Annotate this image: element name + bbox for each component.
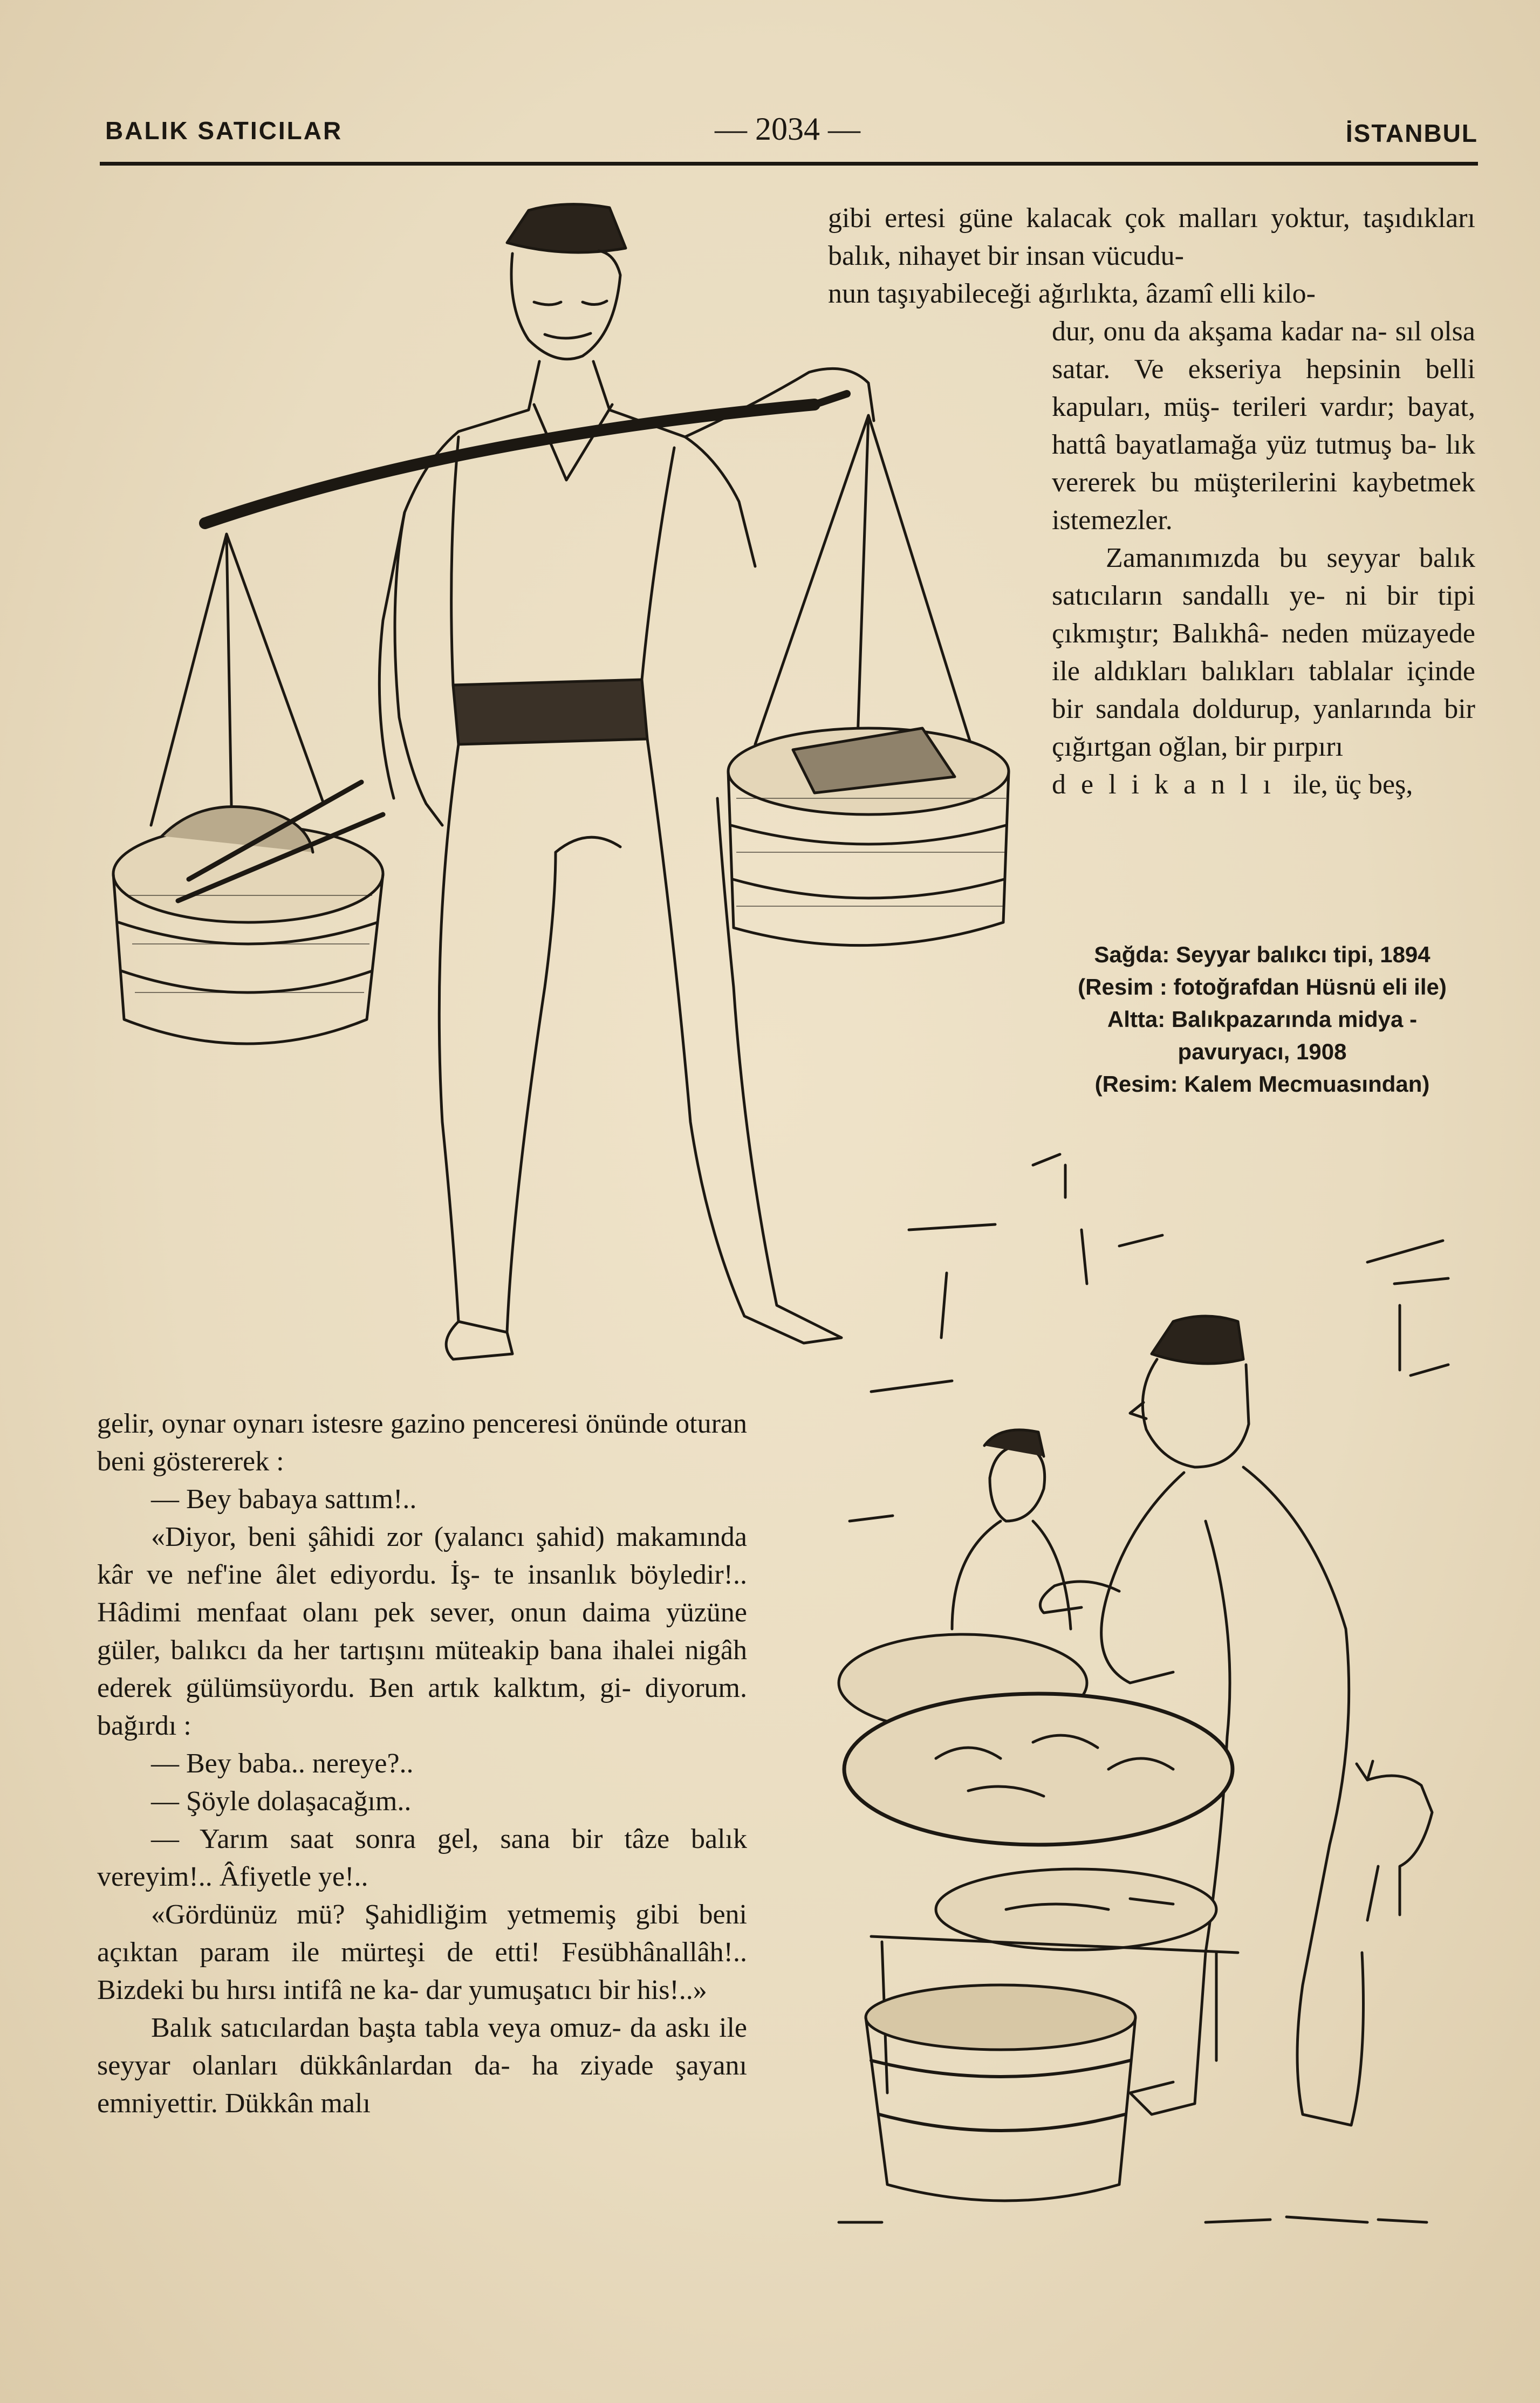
dialog-line: — Şöyle dolaşacağım.. <box>151 1786 412 1817</box>
paragraph: Balık satıcılardan başta tabla veya omuz- da askı ile seyyar olanları dükkânlardan da- ha ziyade şayanı emniyettir. Dükkân malı <box>97 2012 747 2119</box>
caption-line: Altta: Balıkpazarında midya - <box>1107 1007 1418 1032</box>
dialog-line: — Bey baba.. nereye?.. <box>151 1748 414 1779</box>
publication-title: İSTANBUL <box>1345 119 1478 147</box>
running-title: BALIK SATICILAR <box>105 117 343 145</box>
caption-line: pavuryacı, 1908 <box>1178 1039 1347 1064</box>
paragraph: Zamanımızda bu seyyar balık satıcıların sandallı ye- ni bir tipi çıkmıştır; Balıkhâ- neden müzayede ile aldıkları balıkları tablalar içinde bir sandala doldurup, yanlarında bir çığırtgan oğlan, bir pırpırı <box>1052 543 1475 762</box>
paragraph: nun taşıyabileceği ağırlıkta, âzamî elli kilo- <box>828 278 1316 309</box>
left-column-bottom-text <box>97 1405 747 2123</box>
paragraph: gibi ertesi güne kalacak çok malları yoktur, taşıdıkları balık, nihayet bir insan vücudu- <box>828 203 1475 271</box>
figure-caption <box>1046 939 1478 1100</box>
header-rule <box>100 162 1478 166</box>
paragraph: dur, onu da akşama kadar na- sıl olsa satar. Ve ekseriya hepsinin belli kapuları, müş- terileri vardır; bayat, hattâ bayatlamağa yüz tutmuş ba- lık vererek bu müşterilerini kaybetmek istemezler. <box>1052 316 1475 536</box>
paragraph-tail-text: ile, üç beş, <box>1285 769 1413 800</box>
paragraph: gelir, oynar oynarı istesre gazino penceresi önünde oturan beni göstererek : <box>97 1408 747 1477</box>
paragraph-tail <box>1052 766 1475 804</box>
dialog-line: — Yarım saat sonra gel, sana bir tâze balık vereyim!.. Âfiyetle ye!.. <box>97 1824 747 1892</box>
page-number: — 2034 — <box>715 111 860 147</box>
page-header <box>105 108 1478 156</box>
spaced-word: delikanlı <box>1052 769 1286 800</box>
caption-line: (Resim : fotoğrafdan Hüsnü eli ile) <box>1078 974 1447 999</box>
mussel-vendor-illustration <box>828 1144 1462 2238</box>
caption-line: Sağda: Seyyar balıkcı tipi, 1894 <box>1094 942 1431 967</box>
dialog-line: — Bey babaya sattım!.. <box>151 1484 417 1515</box>
caption-line: (Resim: Kalem Mecmuasından) <box>1094 1071 1430 1097</box>
right-column-top-text <box>828 200 1475 313</box>
right-column-narrow-text <box>1052 313 1475 804</box>
paragraph: «Diyor, beni şâhidi zor (yalancı şahid) makamında kâr ve nef'ine âlet ediyordu. İş- te insanlık böyledir!.. Hâdimi menfaat olanı pek sever, onun daima yüzüne güler, balıkcı da her tartışını müteakip bana ihalei nigâh ederek gülümsüyordu. Ben artık kalktım, gi- diyorum. bağırdı : <box>97 1522 747 1741</box>
paragraph: «Gördünüz mü? Şahidliğim yetmemiş gibi beni açıktan param ile mürteşi de etti! Fesübhânallâh!.. Bizdeki bu hırsı intifâ ne ka- dar yumuşatıcı bir his!..» <box>97 1899 747 2005</box>
